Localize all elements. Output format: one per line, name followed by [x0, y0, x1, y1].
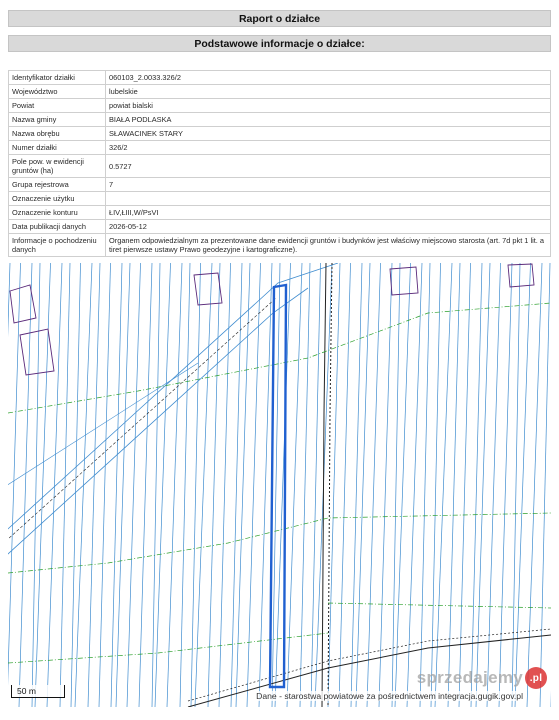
parcel-line	[236, 263, 250, 707]
row-value: 7	[106, 178, 551, 192]
parcel-line	[515, 263, 531, 707]
row-key: Oznaczenie konturu	[9, 206, 106, 220]
parcel-line	[287, 263, 302, 707]
parcel-line	[167, 263, 182, 707]
row-key: Powiat	[9, 99, 106, 113]
row-value: 2026-05-12	[106, 220, 551, 234]
parcel-line	[19, 263, 32, 707]
parcel-line	[356, 263, 370, 707]
row-value: Organem odpowiedzialnym za prezentowane dane ewidencji gruntów i budynków jest właściwy miejscowo starosta (art. 7d pkt 1 lit. a tiret pierwsze ustawy Prawo geodezyjne i kartograficzne).	[106, 234, 551, 257]
scale-bar: 50 m	[11, 685, 65, 698]
parcel-line	[367, 263, 381, 707]
parcel-line	[459, 263, 471, 707]
parcel-info-table	[8, 70, 551, 257]
row-key: Nazwa obrębu	[9, 127, 106, 141]
parcel-line	[99, 263, 111, 707]
row-value: 326/2	[106, 141, 551, 155]
row-key: Informacje o pochodzeniu danych	[9, 234, 106, 257]
row-value: 060103_2.0033.326/2	[106, 71, 551, 85]
parcel-line	[32, 263, 40, 707]
row-key: Grupa rejestrowa	[9, 178, 106, 192]
table-row	[9, 141, 551, 155]
parcel-line	[395, 263, 411, 707]
parcel-line	[219, 263, 231, 707]
row-value: SŁAWACINEK STARY	[106, 127, 551, 141]
parcel-line	[311, 263, 321, 707]
parcel-line	[247, 263, 261, 707]
row-key: Numer działki	[9, 141, 106, 155]
table-row	[9, 234, 551, 257]
parcel-line	[540, 263, 550, 707]
row-key: Nazwa gminy	[9, 113, 106, 127]
row-key: Oznaczenie użytku	[9, 192, 106, 206]
row-key: Data publikacji danych	[9, 220, 106, 234]
table-row	[9, 99, 551, 113]
parcel-line	[71, 263, 81, 707]
row-key: Województwo	[9, 85, 106, 99]
parcel-boundaries	[8, 263, 551, 707]
table-row	[9, 85, 551, 99]
parcel-line	[139, 263, 152, 707]
parcel-line	[127, 263, 141, 707]
parcel-line	[471, 263, 482, 707]
table-row	[9, 192, 551, 206]
parcel-line	[180, 263, 190, 707]
row-key: Identyfikator działki	[9, 71, 106, 85]
table-row	[9, 113, 551, 127]
watermark-badge: .pl	[525, 667, 547, 689]
parcel-line	[47, 263, 62, 707]
parcel-line	[379, 263, 392, 707]
table-row	[9, 178, 551, 192]
parcel-line	[8, 263, 21, 707]
table-row	[9, 71, 551, 85]
parcel-line	[231, 263, 242, 707]
parcel-line	[339, 263, 351, 707]
table-row	[9, 220, 551, 234]
parcel-line	[275, 263, 291, 707]
map-canvas	[8, 263, 551, 707]
parcel-line	[60, 263, 70, 707]
table-row	[9, 206, 551, 220]
parcel-line	[476, 263, 490, 707]
parcel-line	[420, 263, 430, 707]
parcel-line	[155, 263, 171, 707]
parcel-line	[351, 263, 362, 707]
row-value: ŁIV,ŁIII,W/PsVI	[106, 206, 551, 220]
parcel-line	[527, 263, 542, 707]
row-value: powiat bialski	[106, 99, 551, 113]
field-track	[188, 263, 551, 707]
watermark	[417, 667, 547, 689]
parcel-line	[512, 263, 520, 707]
parcel-line	[111, 263, 122, 707]
parcel-map[interactable]	[8, 263, 551, 707]
section-title: Podstawowe informacje o działce:	[8, 35, 551, 52]
diagonal-road	[8, 263, 338, 563]
report-title: Raport o działce	[8, 10, 551, 27]
row-value: 0.5727	[106, 155, 551, 178]
row-value: BIAŁA PODLASKA	[106, 113, 551, 127]
row-value	[106, 192, 551, 206]
parcel-line	[300, 263, 310, 707]
table-row	[9, 155, 551, 178]
parcel-line	[116, 263, 130, 707]
row-value: lubelskie	[106, 85, 551, 99]
parcel-line	[191, 263, 201, 707]
map-attribution: Dane - starostwa powiatowe za pośrednictwem integracja.gugik.gov.pl	[256, 691, 523, 701]
parcel-line	[392, 263, 400, 707]
row-key: Pole pow. w ewidencji gruntów (ha)	[9, 155, 106, 178]
land-use-contours	[8, 303, 551, 663]
parcel-line	[152, 263, 160, 707]
table-row	[9, 127, 551, 141]
parcel-line	[407, 263, 422, 707]
watermark-text: sprzedajemy	[416, 668, 523, 687]
